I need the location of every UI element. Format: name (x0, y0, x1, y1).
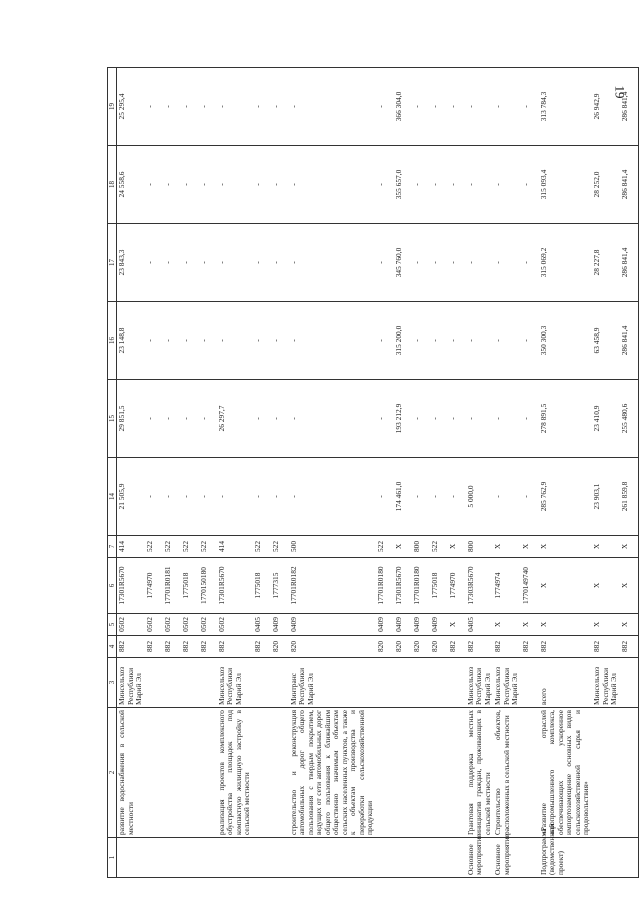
table-cell: 882 (217, 636, 253, 658)
table-cell: - (521, 380, 539, 458)
table-cell: - (289, 380, 376, 458)
table-cell: 366 304,0 (394, 68, 412, 146)
table-row (376, 68, 394, 878)
table-cell: - (253, 458, 271, 536)
table-cell (448, 708, 466, 838)
table-cell: 882 (539, 636, 592, 658)
table-cell (412, 838, 430, 878)
table-cell: 522 (376, 536, 394, 558)
table-cell (145, 838, 163, 878)
table-cell: - (199, 146, 217, 224)
table-cell: 5 000,0 (466, 458, 494, 536)
table-row (430, 68, 448, 878)
column-header: 14 (108, 458, 117, 536)
column-header: 16 (108, 302, 117, 380)
table-cell: X (539, 558, 592, 614)
table-cell: 17303R5670 (466, 558, 494, 614)
table-row (181, 68, 199, 878)
table-cell: - (376, 68, 394, 146)
table-cell (199, 838, 217, 878)
table-cell (521, 838, 539, 878)
table-cell: - (289, 68, 376, 146)
table-cell: - (181, 380, 199, 458)
table-cell: 882 (181, 636, 199, 658)
table-cell: - (466, 224, 494, 302)
table-cell: - (466, 380, 494, 458)
table-cell: - (163, 458, 181, 536)
table-row (163, 68, 181, 878)
table-row (271, 68, 289, 878)
table-cell: 820 (271, 636, 289, 658)
table-cell: 286 841,4 (620, 146, 639, 224)
table-cell: - (217, 224, 253, 302)
table-cell: - (253, 68, 271, 146)
table-cell: X (539, 536, 592, 558)
table-cell: 255 480,6 (620, 380, 639, 458)
table-cell: Основное мероприятие (493, 838, 521, 878)
table-cell: 286 841,4 (620, 224, 639, 302)
table-cell: X (394, 536, 412, 558)
column-header: 15 (108, 380, 117, 458)
table-cell (430, 838, 448, 878)
table-cell: - (163, 302, 181, 380)
table-cell: - (430, 68, 448, 146)
table-cell: 882 (253, 636, 271, 658)
table-cell (271, 708, 289, 838)
table-cell: 63 458,9 (592, 302, 620, 380)
table-cell: - (376, 146, 394, 224)
table-cell: 0502 (117, 614, 145, 636)
table-cell: 0502 (181, 614, 199, 636)
table-cell: 23 148,8 (117, 302, 145, 380)
table-cell: 17701R0182 (289, 558, 376, 614)
table-cell (448, 838, 466, 878)
table-cell: 17301R5670 (394, 558, 412, 614)
table-cell: - (271, 68, 289, 146)
table-cell: 21 505,9 (117, 458, 145, 536)
table-cell: 286 841,4 (620, 68, 639, 146)
table-cell: 820 (412, 636, 430, 658)
table-cell: 23 410,9 (592, 380, 620, 458)
table-cell: 522 (181, 536, 199, 558)
table-cell: 882 (466, 636, 494, 658)
table-cell (376, 658, 394, 708)
table-cell: X (521, 614, 539, 636)
table-cell: - (271, 302, 289, 380)
table-cell: X (620, 536, 639, 558)
table-cell (117, 838, 145, 878)
table-cell: 0409 (271, 614, 289, 636)
table-cell: - (289, 224, 376, 302)
table-cell: - (412, 380, 430, 458)
table-cell: - (521, 302, 539, 380)
column-header: 5 (108, 614, 117, 636)
table-cell: 0409 (394, 614, 412, 636)
table-cell: X (493, 614, 521, 636)
table-cell: 800 (412, 536, 430, 558)
table-cell: Минсельхоз Республики Марий Эл (493, 658, 521, 708)
table-cell (271, 658, 289, 708)
table-cell: 278 891,5 (539, 380, 592, 458)
table-row (592, 68, 620, 878)
table-cell: 820 (430, 636, 448, 658)
table-cell: - (217, 458, 253, 536)
table-cell: - (448, 224, 466, 302)
table-cell: 800 (466, 536, 494, 558)
table-cell: - (253, 146, 271, 224)
table-cell: 1774970 (448, 558, 466, 614)
table-cell: 522 (145, 536, 163, 558)
table-cell: 261 859,8 (620, 458, 639, 536)
table-cell: - (145, 224, 163, 302)
table-cell (181, 838, 199, 878)
table-cell: Подпрограмма (ведомственный проект) (539, 838, 592, 878)
table-cell (412, 658, 430, 708)
table-cell: 522 (163, 536, 181, 558)
table-cell (620, 708, 639, 838)
table-cell: 522 (271, 536, 289, 558)
table-cell: 355 657,0 (394, 146, 412, 224)
table-cell: 17301R5670 (117, 558, 145, 614)
table-cell: Минсельхоз Республики Марий Эл (592, 658, 620, 708)
table-cell: 0502 (163, 614, 181, 636)
table-cell (145, 658, 163, 708)
table-cell: - (466, 68, 494, 146)
table-cell: - (253, 224, 271, 302)
table-cell: - (466, 302, 494, 380)
table-cell: - (181, 458, 199, 536)
table-cell: - (199, 68, 217, 146)
table-cell: 25 295,4 (117, 68, 145, 146)
table-cell: 522 (430, 536, 448, 558)
table-row (466, 68, 494, 878)
table-cell: развитие водоснабжения в сельской местности (117, 708, 145, 838)
table-cell: Грантовая поддержка местных инициатив граждан, проживающих в сельской местности (466, 708, 494, 838)
table-cell (521, 658, 539, 708)
table-cell: 1775018 (181, 558, 199, 614)
table-cell (199, 708, 217, 838)
table-cell: - (493, 458, 521, 536)
table-cell: 174 461,0 (394, 458, 412, 536)
table-cell (181, 658, 199, 708)
table-cell: 882 (163, 636, 181, 658)
table-cell: - (199, 458, 217, 536)
table-cell: 313 784,3 (539, 68, 592, 146)
table-cell: - (253, 302, 271, 380)
table-row (521, 68, 539, 878)
budget-table (107, 67, 639, 878)
table-cell: X (592, 558, 620, 614)
table-cell (412, 708, 430, 838)
table-cell: - (145, 458, 163, 536)
table-row (493, 68, 521, 878)
table-cell: 522 (199, 536, 217, 558)
table-cell: - (199, 302, 217, 380)
table-cell (394, 708, 412, 838)
table-cell: - (145, 302, 163, 380)
table-cell: - (376, 302, 394, 380)
table-cell: X (448, 536, 466, 558)
table-cell: 315 093,4 (539, 146, 592, 224)
table-cell: - (145, 380, 163, 458)
table-cell: 345 760,0 (394, 224, 412, 302)
table-cell: 350 300,3 (539, 302, 592, 380)
table-cell: 0502 (217, 614, 253, 636)
table-row (620, 68, 639, 878)
table-cell: Минтранс Республики Марий Эл (289, 658, 376, 708)
table-cell: X (620, 614, 639, 636)
table-cell: 24 558,6 (117, 146, 145, 224)
table-cell: - (289, 302, 376, 380)
table-cell (253, 708, 271, 838)
table-cell: 500 (289, 536, 376, 558)
table-row (539, 68, 592, 878)
table-row (394, 68, 412, 878)
table-cell: 0409 (412, 614, 430, 636)
table-cell: 882 (592, 636, 620, 658)
table-cell: 414 (117, 536, 145, 558)
table-cell: - (376, 380, 394, 458)
table-cell: X (448, 614, 466, 636)
table-cell: - (163, 380, 181, 458)
column-header: 4 (108, 636, 117, 658)
table-cell: - (145, 68, 163, 146)
table-cell: - (521, 146, 539, 224)
table-cell (620, 658, 639, 708)
table-cell: 23 903,1 (592, 458, 620, 536)
table-cell: 0409 (430, 614, 448, 636)
table-cell: строительство и реконструкция автомобильных дорог общего пользования с твердым покрытием, ведущих от сети автомобильных дорог общего пользования к ближайшим общественно значимым объектам сельских населенных пунктов, а также к объектам производства и переработки сельскохозяйственной продукции (289, 708, 376, 838)
table-cell: 882 (145, 636, 163, 658)
table-cell: 1770150180 (199, 558, 217, 614)
table-cell: Минсельхоз Республики Марий Эл (117, 658, 145, 708)
table-cell: 414 (217, 536, 253, 558)
table-cell: 820 (394, 636, 412, 658)
table-cell: - (271, 146, 289, 224)
table-cell: - (271, 380, 289, 458)
table-cell: 29 851,5 (117, 380, 145, 458)
table-cell: - (289, 146, 376, 224)
table-cell (376, 708, 394, 838)
table-cell: 0502 (199, 614, 217, 636)
table-cell: 1775018 (430, 558, 448, 614)
table-cell: - (521, 68, 539, 146)
table-cell: - (430, 458, 448, 536)
table-cell: 1777315 (271, 558, 289, 614)
table-cell: 28 227,8 (592, 224, 620, 302)
table-cell: 285 762,9 (539, 458, 592, 536)
table-cell: 193 212,9 (394, 380, 412, 458)
table-cell (521, 708, 539, 838)
table-cell: 17701R0181 (163, 558, 181, 614)
table-cell: - (448, 302, 466, 380)
table-cell: - (430, 302, 448, 380)
table-cell: 1774974 (493, 558, 521, 614)
table-cell: - (181, 224, 199, 302)
table-cell: «Развитие отраслей агропромышленного комплекса, обеспечивающих ускоренное импортозамещение основных видов сельскохозяйственной сырья и продовольствия» (539, 708, 592, 838)
table-cell: 820 (376, 636, 394, 658)
table-row (199, 68, 217, 878)
table-cell: - (376, 224, 394, 302)
table-cell: - (271, 224, 289, 302)
table-cell (271, 838, 289, 878)
table-cell: 1770149740 (521, 558, 539, 614)
table-cell (163, 838, 181, 878)
table-cell: - (448, 458, 466, 536)
table-cell: 17701R0180 (376, 558, 394, 614)
table-cell (253, 838, 271, 878)
table-row (412, 68, 430, 878)
table-cell: - (181, 68, 199, 146)
column-header: 1 (108, 838, 117, 878)
table-row (117, 68, 145, 878)
table-cell: всего (539, 658, 592, 708)
table-row (448, 68, 466, 878)
table-cell: 1775018 (253, 558, 271, 614)
table-cell: - (493, 380, 521, 458)
table-cell: - (412, 302, 430, 380)
table-cell (289, 838, 376, 878)
table-cell: 820 (289, 636, 376, 658)
table-cell: 26 297,7 (217, 380, 253, 458)
table-cell: Минсельхоз Республики Марий Эл (466, 658, 494, 708)
table-cell: - (493, 302, 521, 380)
table-cell: X (620, 558, 639, 614)
table-cell: 28 252,0 (592, 146, 620, 224)
table-cell: - (181, 302, 199, 380)
table-cell: 0409 (376, 614, 394, 636)
table-cell: 882 (117, 636, 145, 658)
table-cell (376, 838, 394, 878)
table-cell: 882 (493, 636, 521, 658)
table-cell: - (253, 380, 271, 458)
table-cell: - (430, 380, 448, 458)
table-cell: - (199, 380, 217, 458)
table-cell: 882 (620, 636, 639, 658)
table-cell (253, 658, 271, 708)
table-cell (217, 838, 253, 878)
table-cell (163, 658, 181, 708)
table-cell: - (289, 458, 376, 536)
table-cell: - (145, 146, 163, 224)
column-header: 19 (108, 68, 117, 146)
table-cell: 23 843,3 (117, 224, 145, 302)
table-cell (430, 658, 448, 708)
table-cell: - (448, 146, 466, 224)
table-cell: - (493, 68, 521, 146)
table-cell: - (493, 224, 521, 302)
table-cell: - (412, 146, 430, 224)
table-cell: 17301R5670 (217, 558, 253, 614)
table-cell: 882 (199, 636, 217, 658)
table-cell (620, 838, 639, 878)
rotated-table-wrapper (107, 68, 627, 878)
table-cell: 17701R0180 (412, 558, 430, 614)
table-cell: - (217, 146, 253, 224)
table-cell: X (521, 536, 539, 558)
column-header: 18 (108, 146, 117, 224)
column-number-header (108, 68, 117, 878)
table-cell: X (592, 536, 620, 558)
table-cell: - (448, 380, 466, 458)
table-cell: - (376, 458, 394, 536)
table-cell: - (412, 68, 430, 146)
table-cell: X (592, 614, 620, 636)
column-header: 6 (108, 558, 117, 614)
table-cell: 0405 (253, 614, 271, 636)
page-number: 19 (612, 85, 628, 99)
table-cell: 882 (448, 636, 466, 658)
table-cell (592, 838, 620, 878)
table-cell: X (539, 614, 592, 636)
table-cell: - (163, 224, 181, 302)
table-row (289, 68, 376, 878)
table-cell (181, 708, 199, 838)
table-cell (592, 708, 620, 838)
table-cell: 315 069,2 (539, 224, 592, 302)
table-cell: - (163, 146, 181, 224)
table-cell (199, 658, 217, 708)
table-cell (394, 838, 412, 878)
table-cell: 0502 (145, 614, 163, 636)
table-cell: - (217, 68, 253, 146)
table-cell: - (466, 146, 494, 224)
table-cell (430, 708, 448, 838)
table-cell: - (412, 458, 430, 536)
table-cell: - (271, 458, 289, 536)
column-header: 17 (108, 224, 117, 302)
table-cell: 315 200,0 (394, 302, 412, 380)
table-cell: - (493, 146, 521, 224)
table-cell: X (493, 536, 521, 558)
table-cell: - (448, 68, 466, 146)
table-cell (448, 658, 466, 708)
column-header: 7 (108, 536, 117, 558)
table-row (217, 68, 253, 878)
table-cell: реализация проектов комплексного обустройства площадок под компактную жилищную застройку в сельской местности (217, 708, 253, 838)
table-cell: 882 (521, 636, 539, 658)
table-body (117, 68, 639, 878)
table-cell: - (412, 224, 430, 302)
table-row (253, 68, 271, 878)
table-cell: - (430, 146, 448, 224)
table-cell: - (217, 302, 253, 380)
table-cell: - (181, 146, 199, 224)
table-cell: 0409 (289, 614, 376, 636)
table-cell: - (521, 224, 539, 302)
table-cell: 522 (253, 536, 271, 558)
table-cell: - (163, 68, 181, 146)
table-cell (163, 708, 181, 838)
table-cell: - (521, 458, 539, 536)
table-cell: 286 841,4 (620, 302, 639, 380)
table-cell: Основное мероприятие (466, 838, 494, 878)
table-row (145, 68, 163, 878)
table-cell: 26 942,9 (592, 68, 620, 146)
table-cell: 0405 (466, 614, 494, 636)
table-cell (394, 658, 412, 708)
table-cell (145, 708, 163, 838)
column-header: 3 (108, 658, 117, 708)
table-cell: 1774970 (145, 558, 163, 614)
column-header: 2 (108, 708, 117, 838)
table-cell: - (199, 224, 217, 302)
table-cell: Минсельхоз Республики Марий Эл (217, 658, 253, 708)
table-cell: Строительство объектов, расположенных в сельской местности (493, 708, 521, 838)
table-cell: - (430, 224, 448, 302)
